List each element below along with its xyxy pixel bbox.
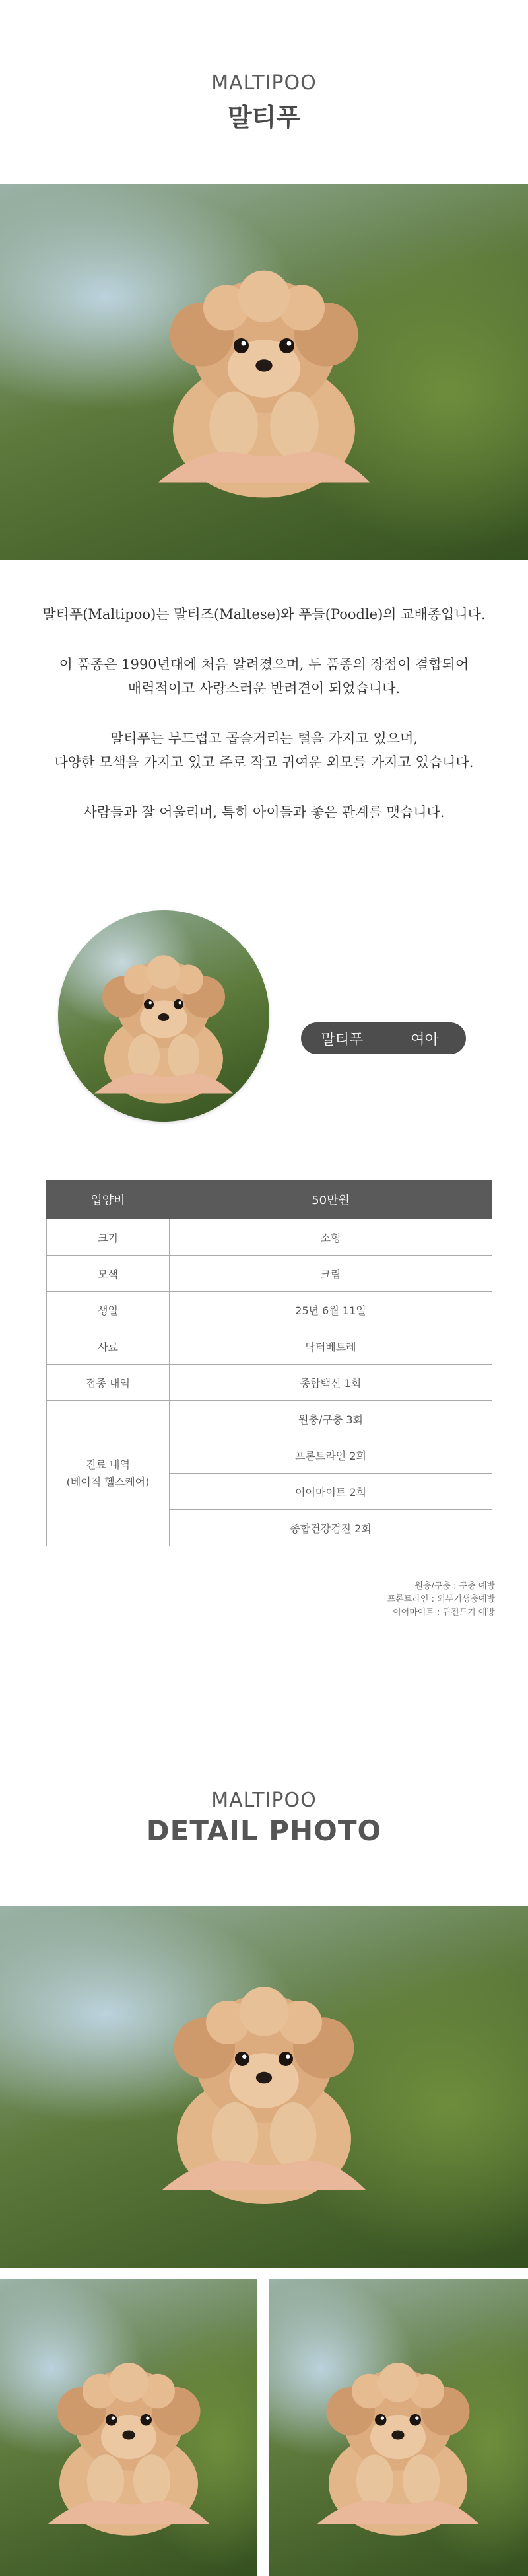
care-notes <box>387 1580 495 1620</box>
puppy-illustration <box>58 910 269 1122</box>
table-row <box>47 1256 492 1292</box>
row-value: 25년 6월 11일 <box>170 1292 492 1328</box>
care-item: 원충/구충 3회 <box>170 1401 492 1437</box>
table-row <box>47 1328 492 1365</box>
row-value: 종합백신 1회 <box>170 1365 492 1401</box>
row-value: 크림 <box>170 1256 492 1292</box>
price-value: 50만원 <box>170 1180 492 1219</box>
section-header <box>0 71 528 133</box>
note-line: 원충/구충 : 구충 예방 <box>414 1581 495 1591</box>
care-label-line: 진료 내역 <box>86 1458 130 1471</box>
gender-label: 여아 <box>411 1031 439 1048</box>
puppy-illustration <box>0 2279 257 2576</box>
puppy-illustration <box>269 2279 528 2576</box>
row-label: 생일 <box>47 1292 170 1328</box>
breed-label: 말티푸 <box>321 1031 364 1048</box>
row-value: 소형 <box>170 1219 492 1256</box>
detail-photo-right <box>269 2279 528 2576</box>
table-row <box>47 1365 492 1401</box>
care-label-line: (베이직 헬스케어) <box>66 1475 150 1488</box>
intro-line: 이 품종은 1990년대에 처음 알려졌으며, 두 품종의 장점이 결합되어 <box>59 657 469 672</box>
header-subtitle: MALTIPOO <box>211 71 317 94</box>
puppy-illustration <box>0 184 528 560</box>
intro-line: 사람들과 잘 어울리며, 특히 아이들과 좋은 관계를 맺습니다. <box>83 805 445 820</box>
detail-title: DETAIL PHOTO <box>146 1814 382 1847</box>
care-item: 종합건강검진 2회 <box>170 1510 492 1546</box>
note-line: 프론트라인 : 외부기생충예방 <box>387 1594 495 1604</box>
care-item: 프론트라인 2회 <box>170 1437 492 1474</box>
detail-subtitle: MALTIPOO <box>211 1789 317 1812</box>
header-title: 말티푸 <box>227 103 301 132</box>
detail-section-header <box>0 1789 528 1847</box>
intro-line: 말티푸(Maltipoo)는 말티즈(Maltese)와 푸들(Poodle)의 교배종입니다. <box>42 606 486 622</box>
table-header-row <box>47 1180 492 1219</box>
puppy-illustration <box>0 1906 528 2268</box>
price-label: 입양비 <box>47 1180 170 1219</box>
row-label: 크기 <box>47 1219 170 1256</box>
care-label <box>47 1401 170 1546</box>
intro-line: 매력적이고 사랑스러운 반려견이 되었습니다. <box>127 680 401 696</box>
table-row <box>47 1401 492 1437</box>
hero-photo <box>0 184 528 560</box>
info-table <box>46 1180 492 1546</box>
profile-photo <box>58 910 269 1122</box>
table-row <box>47 1219 492 1256</box>
intro-line: 다양한 모색을 가지고 있고 주로 작고 귀여운 외모를 가지고 있습니다. <box>54 754 474 770</box>
row-label: 모색 <box>47 1256 170 1292</box>
detail-photo-main <box>0 1906 528 2268</box>
table-row <box>47 1292 492 1328</box>
note-line: 이어마이트 : 귀진드기 예방 <box>393 1608 495 1618</box>
intro-text <box>0 602 528 824</box>
row-value: 닥터베토레 <box>170 1328 492 1365</box>
row-label: 사료 <box>47 1328 170 1365</box>
care-item: 이어마이트 2회 <box>170 1474 492 1510</box>
intro-line: 말티푸는 부드럽고 곱슬거리는 털을 가지고 있으며, <box>110 731 418 746</box>
row-label: 접종 내역 <box>47 1365 170 1401</box>
detail-photo-left <box>0 2279 257 2576</box>
profile-pill <box>301 1022 466 1054</box>
